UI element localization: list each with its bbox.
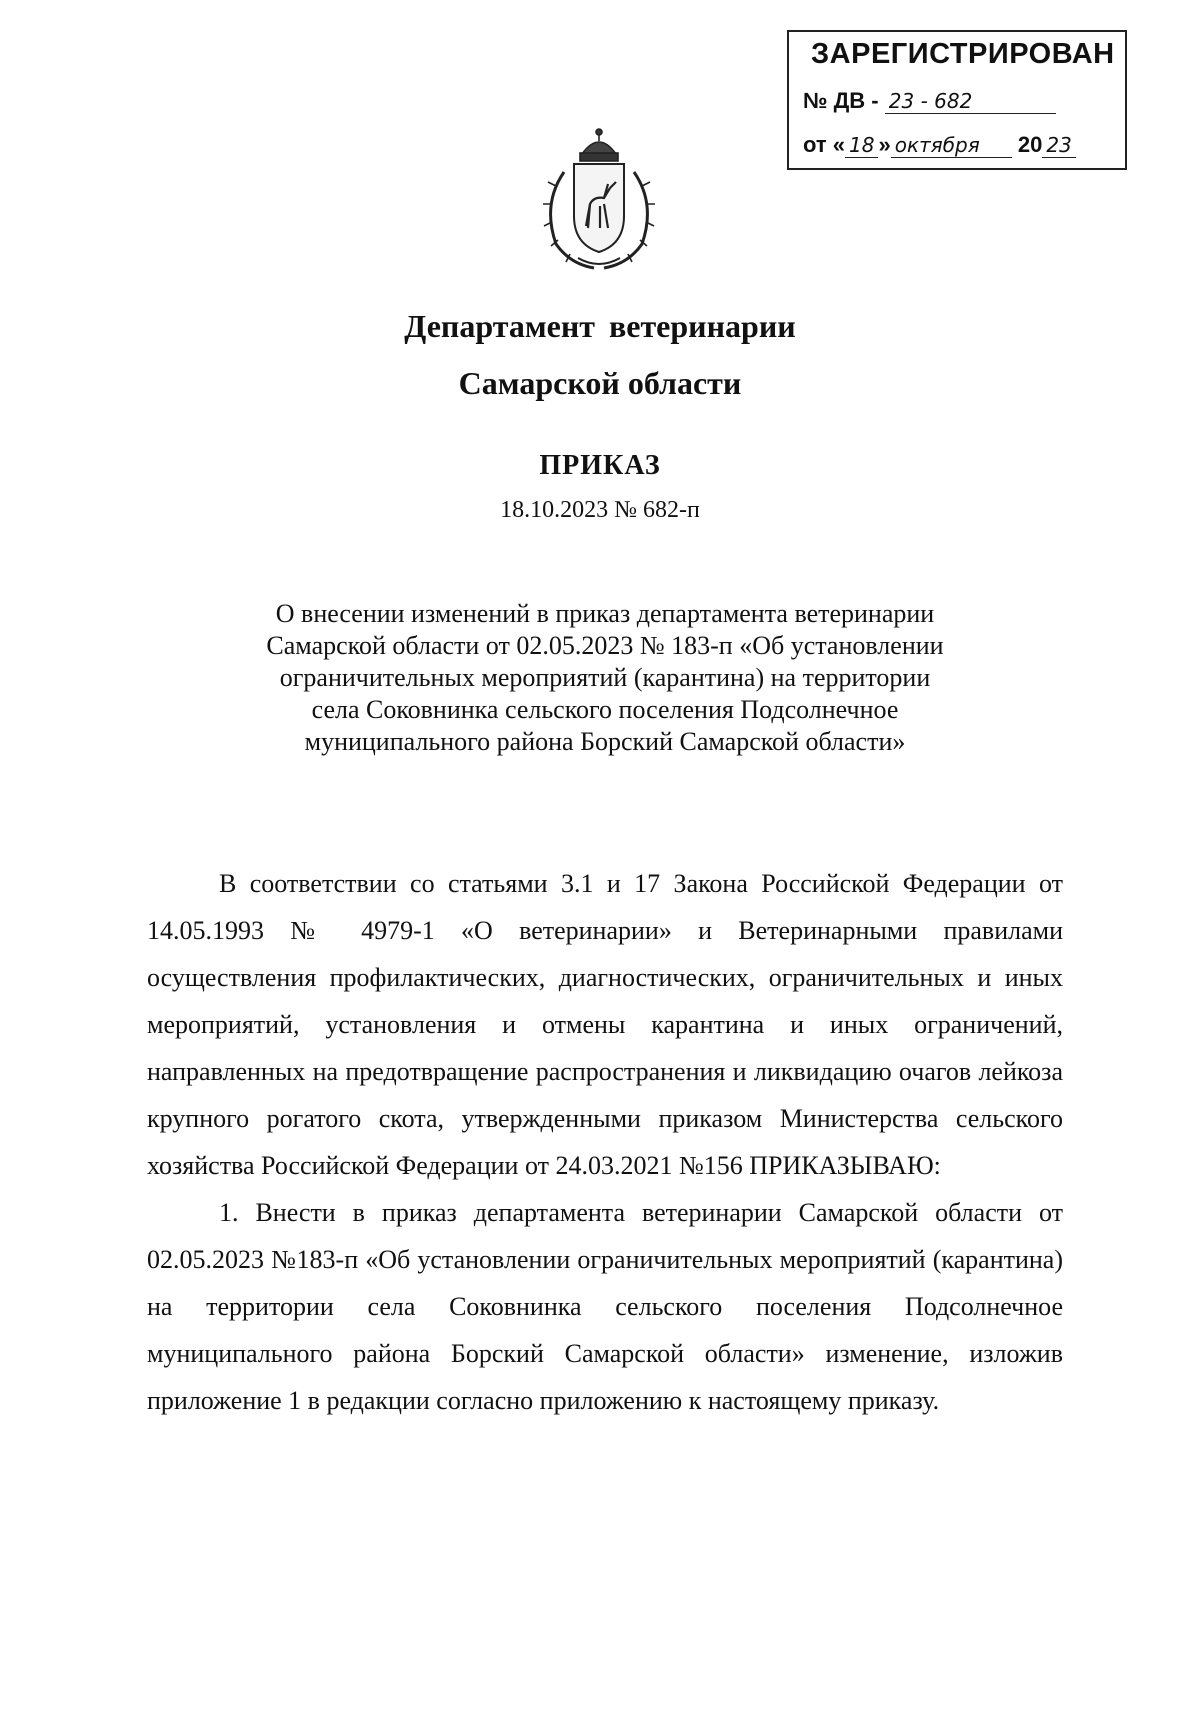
subject-line: ограничительных мероприятий (карантина) на территории: [279, 663, 931, 692]
stamp-date-mid: »: [878, 132, 891, 157]
stamp-date-year-prefix: 20: [1017, 132, 1043, 157]
order-number: 18.10.2023 № 682-п: [500, 497, 700, 523]
subject-line: О внесении изменений в приказ департамента ветеринарии: [275, 599, 935, 628]
stamp-date-row: [803, 132, 1076, 158]
stamp-number-row: [803, 88, 1056, 114]
body-paragraph-preamble: В соответствии со статьями 3.1 и 17 Закона Российской Федерации от 14.05.1993 № 4979-1 «О ветеринарии» и Ветеринарными правилами осуществления профилактических, диагностических, ограничительных и иных мероприятий, установления и отмены карантина и иных ограничений, направленных на предотвращение распространения и ликвидацию очагов лейкоза крупного рогатого скота, утвержденными приказом Министерства сельского хозяйства Российской Федерации от 24.03.2021 №156 ПРИКАЗЫВАЮ:: [147, 869, 1063, 1180]
stamp-date-prefix: от «: [803, 132, 846, 157]
stamp-number-value: 23 - 682: [885, 89, 977, 114]
order-body: [147, 860, 1063, 1424]
department-name-line2: Самарской области: [458, 365, 742, 401]
samara-coat-of-arms-icon: [534, 124, 664, 274]
subject-line: Самарской области от 02.05.2023 № 183-п «Об установлении: [266, 631, 944, 660]
body-paragraph-item-1: 1. Внести в приказ департамента ветеринарии Самарской области от 02.05.2023 №183-п «Об установлении ограничительных мероприятий (карантина) на территории села Соковнинка сельского поселения Подсолнечное муниципального района Борский Самарской области» изменение, изложив приложение 1 в редакции согласно приложению к настоящему приказу.: [147, 1198, 1063, 1415]
subject-line: муниципального района Борский Самарской области»: [304, 727, 906, 756]
registration-stamp: [787, 30, 1127, 170]
stamp-date-month: октября: [891, 133, 984, 158]
stamp-title: ЗАРЕГИСТРИРОВАН: [811, 38, 1115, 70]
subject-line: села Соковнинка сельского поселения Подсолнечное: [311, 695, 899, 724]
stamp-number-label: № ДВ -: [803, 88, 879, 113]
stamp-date-year-suffix: 23: [1042, 133, 1075, 158]
order-subject: [200, 598, 1010, 758]
order-title: ПРИКАЗ: [539, 450, 661, 481]
department-name-line1: Департамент ветеринарии: [404, 308, 796, 344]
stamp-date-day: 18: [845, 133, 878, 158]
